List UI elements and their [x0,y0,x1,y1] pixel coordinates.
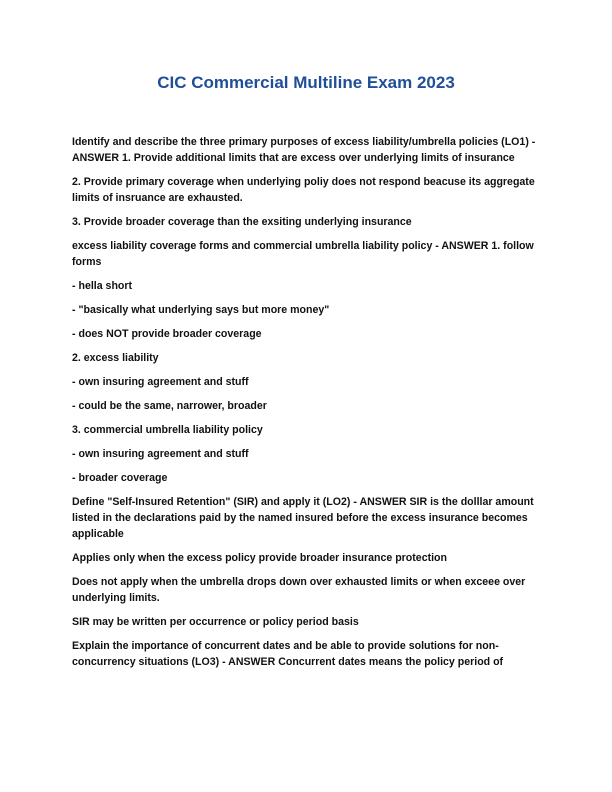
paragraph: - does NOT provide broader coverage [72,328,262,340]
paragraph: 2. excess liability [72,352,159,364]
paragraph: Define "Self-Insured Retention" (SIR) and apply it (LO2) - ANSWER SIR is the dolllar amount listed in the declarations paid by the named insured before the excess insurance becomes applicable [72,496,534,540]
paragraph: SIR may be written per occurrence or policy period basis [72,616,359,628]
paragraph: Explain the importance of concurrent dates and be able to provide solutions for non-concurrency situations (LO3) - ANSWER Concurrent dates means the policy period of [72,640,504,668]
paragraph: - could be the same, narrower, broader [72,400,267,412]
paragraph: 3. commercial umbrella liability policy [72,424,263,436]
paragraph: - hella short [72,280,133,292]
paragraph: Identify and describe the three primary purposes of excess liability/umbrella policies (LO1) - ANSWER 1. Provide additional limits that are excess over underlying limits of insurance [72,136,536,164]
paragraph: - own insuring agreement and stuff [72,448,249,460]
paragraph: Does not apply when the umbrella drops down over exhausted limits or when exceee over underlying limits. [72,576,526,604]
document-title: CIC Commercial Multiline Exam 2023 [157,73,455,92]
paragraph: 2. Provide primary coverage when underlying poliy does not respond beacuse its aggregate limits of insruance are exhausted. [72,176,535,204]
paragraph: excess liability coverage forms and commercial umbrella liability policy - ANSWER 1. follow forms [72,240,534,268]
paragraph: - own insuring agreement and stuff [72,376,249,388]
paragraph: 3. Provide broader coverage than the exsiting underlying insurance [72,216,412,228]
paragraph: - "basically what underlying says but more money" [72,304,330,316]
paragraph: Applies only when the excess policy provide broader insurance protection [72,552,447,564]
paragraph: - broader coverage [72,472,168,484]
document-body [72,134,542,678]
